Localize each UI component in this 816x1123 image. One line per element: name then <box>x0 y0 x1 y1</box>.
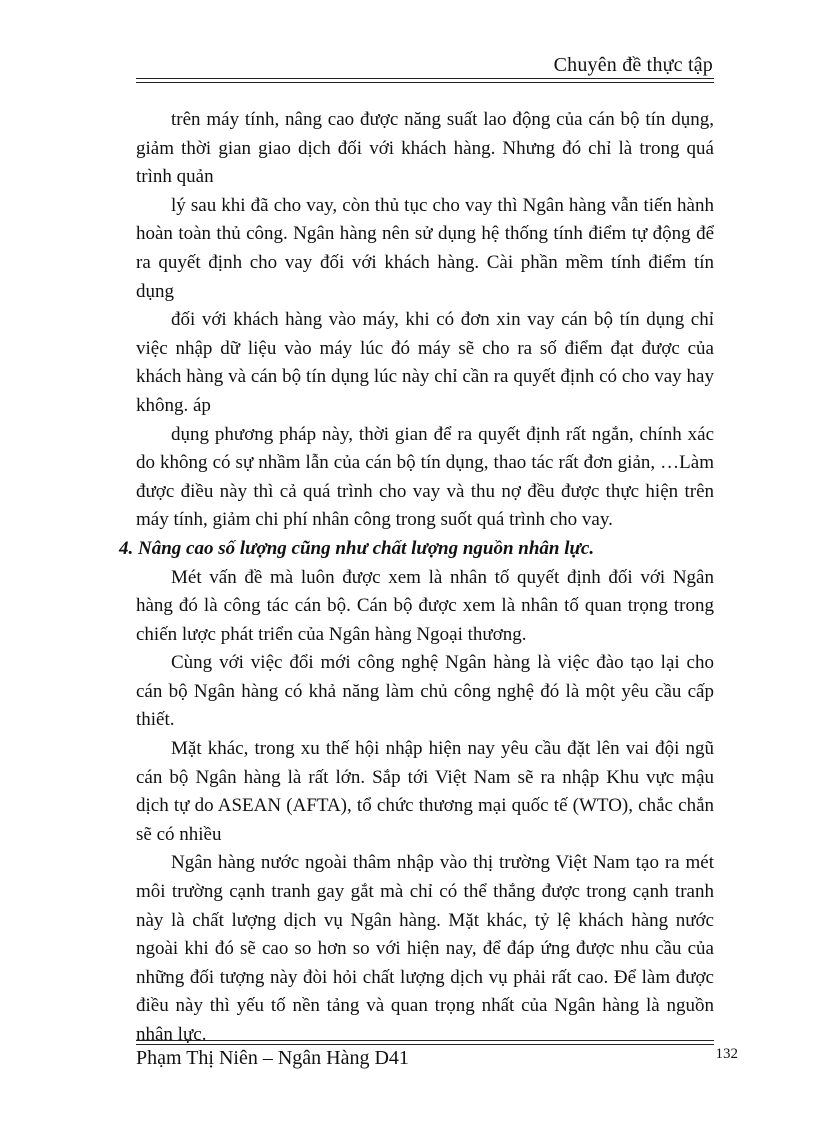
footer-author: Phạm Thị Niên – Ngân Hàng D41 <box>136 1047 409 1069</box>
document-body <box>119 106 714 1050</box>
paragraph-3: đối với khách hàng vào máy, khi có đơn xin vay cán bộ tín dụng chỉ việc nhập dữ liệu vào máy lúc đó máy sẽ cho ra số điểm đạt được của khách hàng và cán bộ tín dụng lúc này chỉ cần ra quyết định có cho vay hay không. áp <box>136 309 714 416</box>
header-rule <box>136 78 714 79</box>
header-title: Chuyên đề thực tập <box>553 54 713 76</box>
header-rule-secondary <box>136 82 714 83</box>
section-heading: 4. Nâng cao số lượng cũng như chất lượng nguồn nhân lực. <box>119 537 595 559</box>
paragraph-8: Ngân hàng nước ngoài thâm nhập vào thị trường Việt Nam tạo ra mét môi trường cạnh tranh gay gắt mà chỉ có thể thắng được trong cạnh tranh này là chất lượng dịch vụ Ngân hàng. Mặt khác, tỷ lệ khách hàng nước ngoài khi đó sẽ cao so hơn so với hiện nay, để đáp ứng được nhu cầu của những đối tượng này đòi hỏi chất lượng dịch vụ phải rất cao. Để làm được điều này thì yếu tố nền tảng và quan trọng nhất của Ngân hàng là nguồn nhân lực. <box>136 852 714 1045</box>
page-number: 132 <box>715 1046 738 1062</box>
paragraph-4: dụng phương pháp này, thời gian để ra quyết định rất ngắn, chính xác do không có sự nhầm lẫn của cán bộ tín dụng, thao tác rất đơn giản, …Làm được điều này thì cả quá trình cho vay và thu nợ đều được thực hiện trên máy tính, giảm chi phí nhân công trong suốt quá trình cho vay. <box>136 423 714 531</box>
paragraph-5: Mét vấn đề mà luôn được xem là nhân tố quyết định đối với Ngân hàng đó là công tác cán bộ. Cán bộ được xem là nhân tố quan trọng trong chiến lược phát triển của Ngân hàng Ngoại thương. <box>136 566 714 645</box>
footer-rule-secondary <box>136 1044 714 1045</box>
paragraph-2: lý sau khi đã cho vay, còn thủ tục cho vay thì Ngân hàng vẫn tiến hành hoàn toàn thủ công. Ngân hàng nên sử dụng hệ thống tính điểm tự động để ra quyết định cho vay đối với khách hàng. Cài phần mềm tính điểm tín dụng <box>136 194 714 302</box>
paragraph-1: trên máy tính, nâng cao được năng suất lao động của cán bộ tín dụng, giảm thời gian giao dịch đối với khách hàng. Nhưng đó chỉ là trong quá trình quản <box>136 109 714 188</box>
paragraph-6: Cùng với việc đổi mới công nghệ Ngân hàng là việc đào tạo lại cho cán bộ Ngân hàng có khả năng làm chủ công nghệ đó là một yêu cầu cấp thiết. <box>136 652 714 731</box>
footer-rule <box>136 1040 714 1041</box>
paragraph-7: Mặt khác, trong xu thế hội nhập hiện nay yêu cầu đặt lên vai đội ngũ cán bộ Ngân hàng là rất lớn. Sắp tới Việt Nam sẽ ra nhập Khu vực mậu dịch tự do ASEAN (AFTA), tổ chức thương mại quốc tế (WTO), chắc chắn sẽ có nhiều <box>136 738 714 845</box>
